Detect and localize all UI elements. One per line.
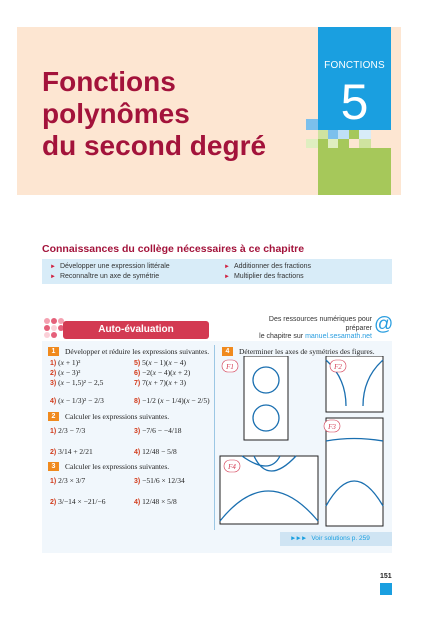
svg-text:F4: F4 xyxy=(228,463,236,471)
question-2: 2 Calculer les expressions suivantes. xyxy=(48,412,169,421)
figure-f3-label xyxy=(324,420,340,432)
q2-item: 2) 3/14 + 2/21 xyxy=(50,447,93,456)
auto-eval-title: Auto-évaluation xyxy=(63,321,209,339)
figure-f1-frame xyxy=(244,356,288,440)
question-3: 3 Calculer les expressions suivantes. xyxy=(48,462,169,471)
title-line-2: polynômes xyxy=(42,98,190,129)
knowledge-item: ► Additionner des fractions xyxy=(224,263,311,270)
green-accent-block xyxy=(318,148,391,195)
q2-item: 1) 2/3 − 7/3 xyxy=(50,426,86,435)
q1-item: 2) (x − 3)² xyxy=(50,368,81,377)
resources-link[interactable]: manuel.sesamath.net xyxy=(305,333,372,340)
arrow-icon: ► xyxy=(50,274,56,280)
question-1: 1 Développer et réduire les expressions suivantes. xyxy=(48,347,209,356)
q1-item: 1) (x + 1)² xyxy=(50,358,81,367)
column-divider xyxy=(214,345,215,530)
question-4: 4 Déterminer les axes de symétries des figures. xyxy=(222,347,375,356)
dots-decoration xyxy=(42,316,64,340)
knowledge-item: ► Multiplier des fractions xyxy=(224,273,304,280)
at-icon: @ xyxy=(374,314,394,335)
q3-item: 1) 2/3 × 3/7 xyxy=(50,476,86,485)
q1-item: 4) (x − 1/3)² − 2/3 xyxy=(50,396,104,405)
chapter-number: 5 xyxy=(340,74,369,130)
q1-item: 6) −2(x − 4)(x + 2) xyxy=(134,368,191,377)
chapter-title xyxy=(42,66,332,162)
triple-arrow-icon: ►►► xyxy=(290,535,307,542)
q3-item: 2) 3/−14 × −21/−6 xyxy=(50,497,106,506)
svg-text:F2: F2 xyxy=(334,363,342,371)
svg-text:F1: F1 xyxy=(226,363,234,371)
q2-item: 3) −7/6 − −4/18 xyxy=(134,426,182,435)
chapter-label: FONCTIONS xyxy=(324,60,385,71)
symmetry-figures xyxy=(218,356,388,528)
title-line-1: Fonctions xyxy=(42,66,176,97)
arrow-icon: ► xyxy=(224,264,230,270)
page-number: 151 xyxy=(380,573,392,580)
figure-f1-label xyxy=(222,360,238,372)
q1-item: 3) (x − 1,5)² − 2,5 xyxy=(50,378,104,387)
resources-note: Des ressources numériques pour préparer le chapitre sur manuel.sesamath.net xyxy=(259,316,372,340)
knowledge-item: ► Développer une expression littérale xyxy=(50,263,170,270)
knowledge-box xyxy=(42,259,392,284)
page-marker xyxy=(380,583,392,595)
arrow-icon: ► xyxy=(224,274,230,280)
q1-item: 7) 7(x + 7)(x + 3) xyxy=(134,378,187,387)
q3-item: 3) −51/6 × 12/34 xyxy=(134,476,185,485)
title-line-3: du second degré xyxy=(42,130,267,161)
knowledge-item: ► Reconnaître un axe de symétrie xyxy=(50,273,160,280)
solutions-link[interactable]: ►►► Voir solutions p. 259 xyxy=(280,532,392,546)
q1-item: 5) 5(x − 1)(x − 4) xyxy=(134,358,187,367)
figure-f3-frame xyxy=(326,418,383,526)
svg-text:F3: F3 xyxy=(328,423,336,431)
band-edge xyxy=(391,27,401,195)
q1-item: 8) −1/2 (x − 1/4)(x − 2/5) xyxy=(134,396,210,405)
knowledge-title: Connaissances du collège nécessaires à ce chapitre xyxy=(42,243,305,255)
q3-item: 4) 12/48 × 5/8 xyxy=(134,497,177,506)
arrow-icon: ► xyxy=(50,264,56,270)
chapter-tab xyxy=(318,27,391,130)
figure-f4-label xyxy=(224,460,240,472)
figure-f2-label xyxy=(330,360,346,372)
q2-item: 4) 12/48 − 5/8 xyxy=(134,447,177,456)
